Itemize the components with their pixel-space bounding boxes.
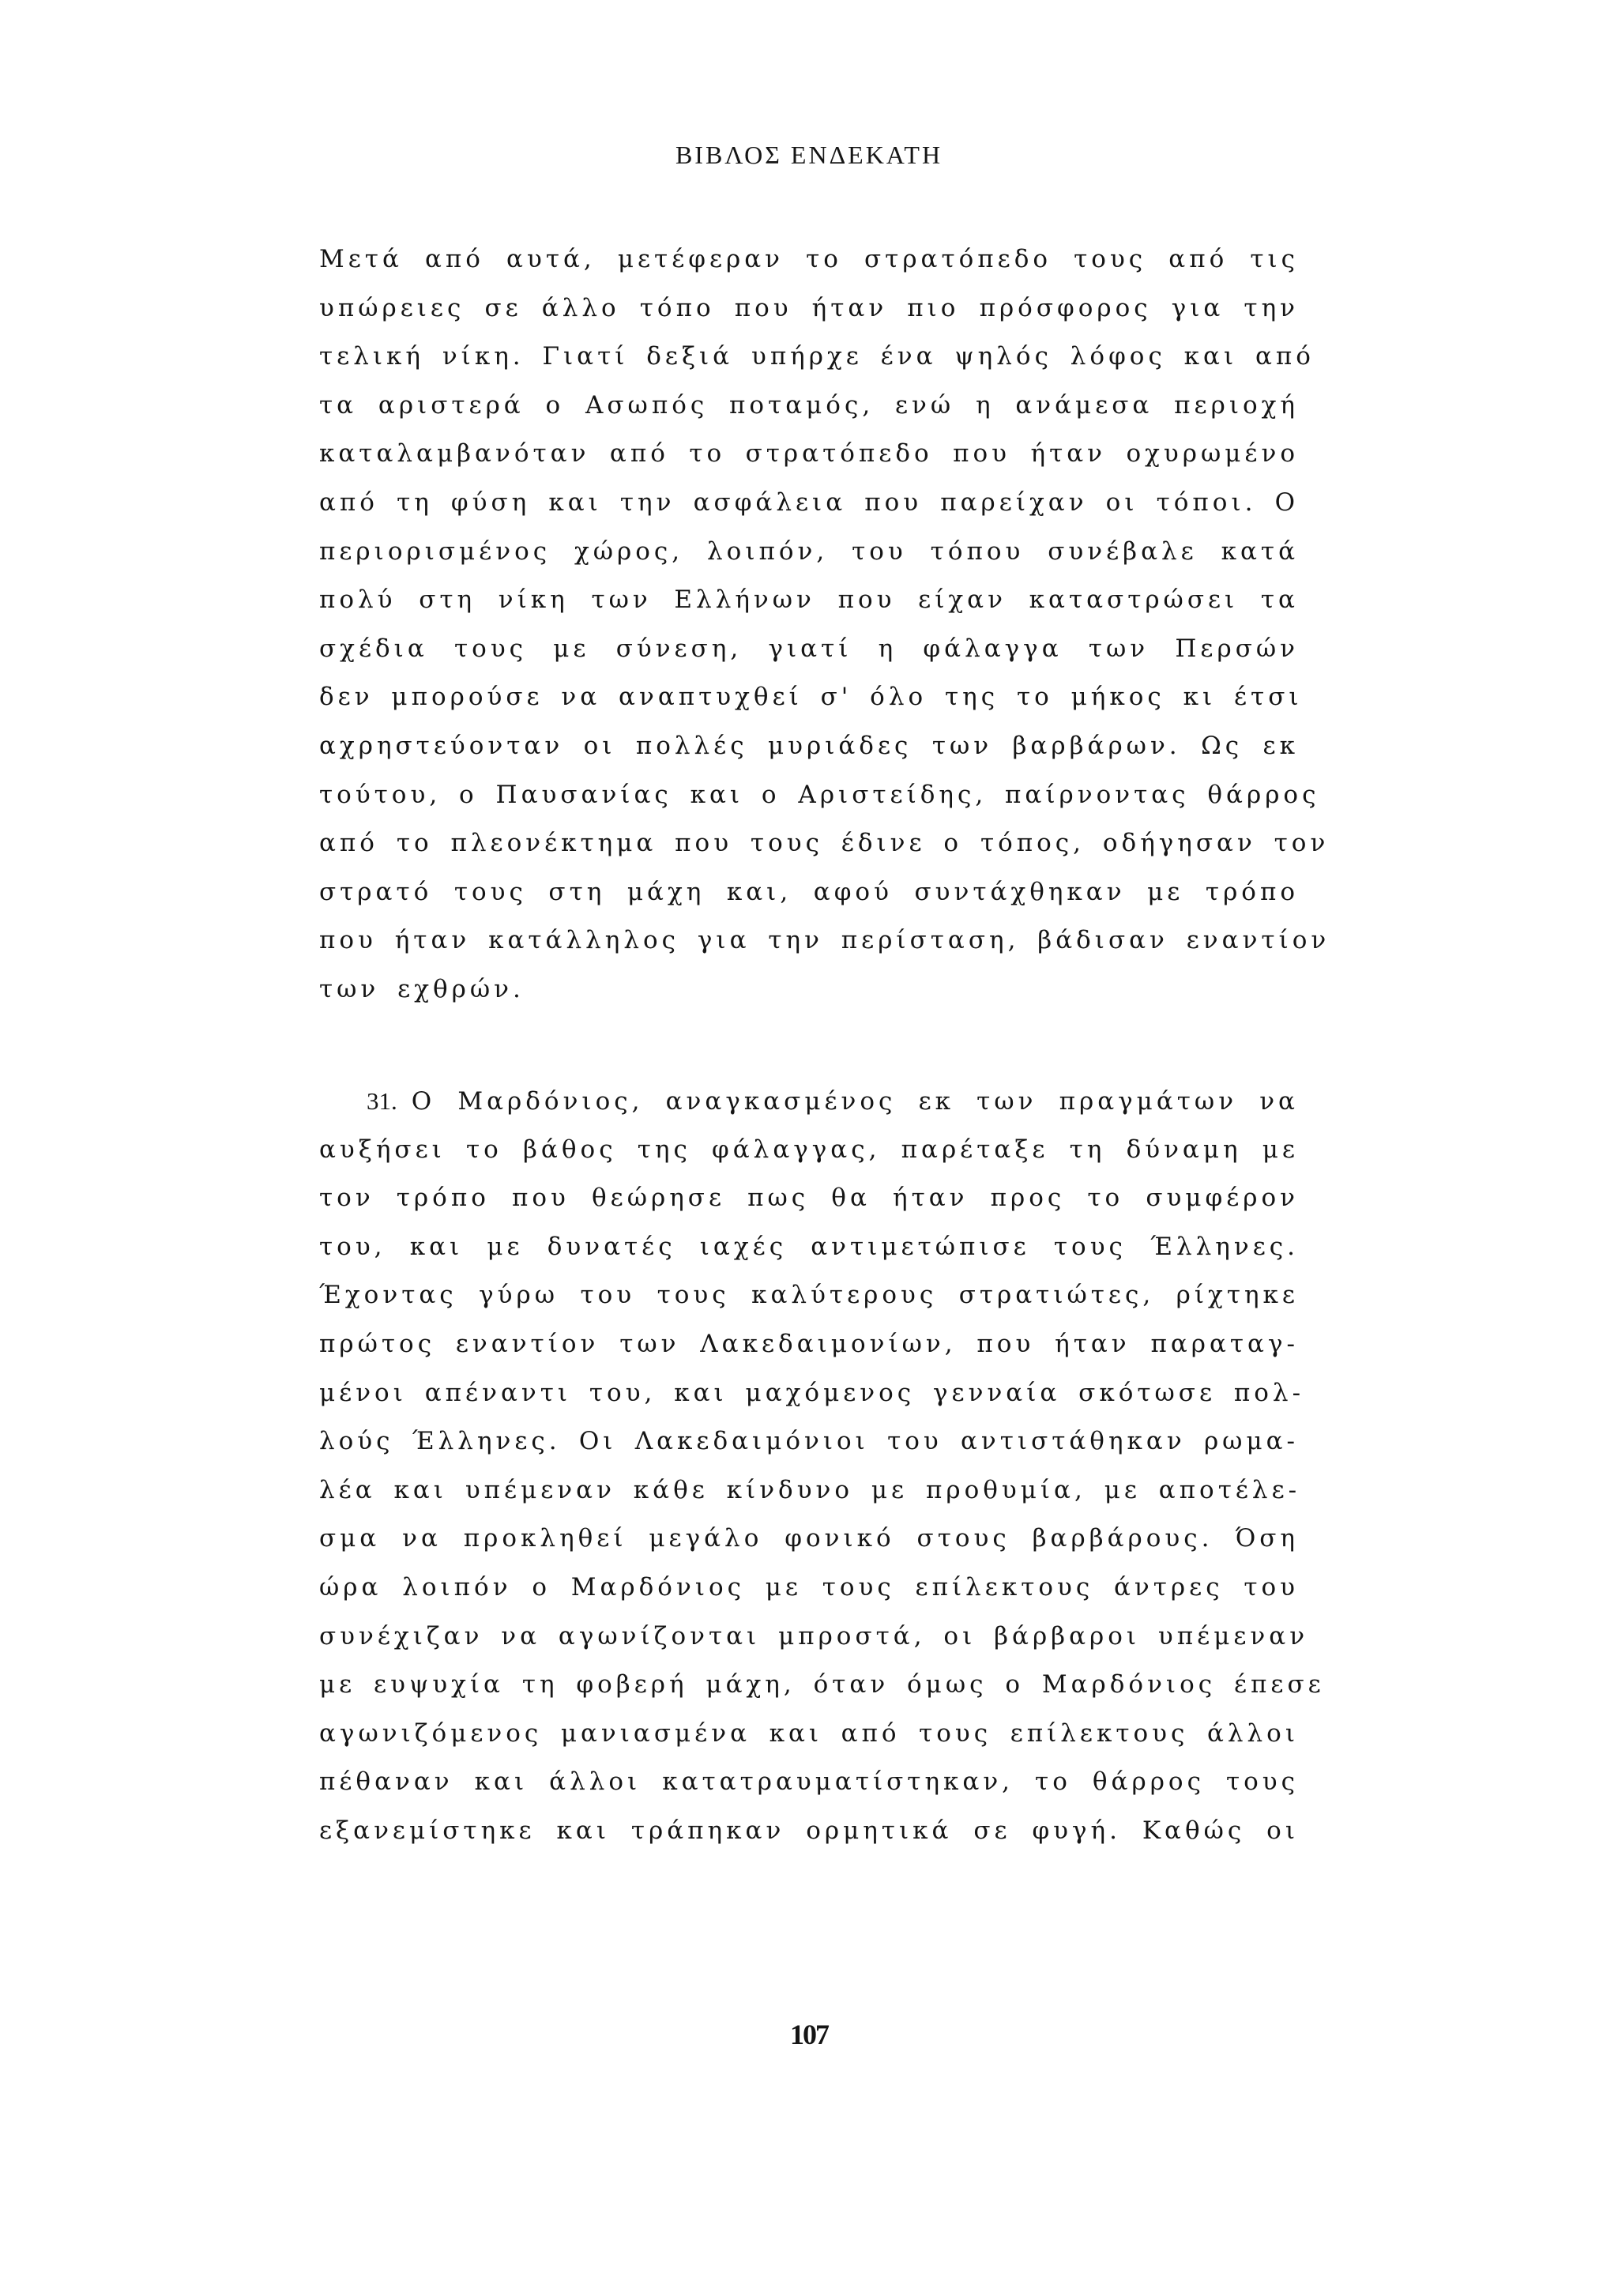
text-line: περιορισμένος χώρος, λοιπόν, του τόπου συνέβαλε κατά xyxy=(319,536,1299,566)
text-line: δεν μπορούσε να αναπτυχθεί σ' όλο της το μήκος κι έτσι xyxy=(319,683,1303,712)
text-line: συνέχιζαν να αγωνίζονται μπροστά, οι βάρβαροι υπέμεναν xyxy=(319,1621,1309,1650)
text-line: λούς Έλληνες. Οι Λακεδαιμόνιοι του αντιστάθηκαν ρωμα- xyxy=(319,1427,1299,1456)
text-line: Έχοντας γύρω του τους καλύτερους στρατιώτες, ρίχτηκε xyxy=(319,1281,1299,1310)
text-line: πέθαναν και άλλοι κατατραυματίστηκαν, το θάρρος τους xyxy=(319,1767,1299,1797)
text-line: πρώτος εναντίον των Λακεδαιμονίων, που ήταν παραταγ- xyxy=(319,1329,1299,1358)
text-line: τελική νίκη. Γιατί δεξιά υπήρχε ένα ψηλός λόφος και από xyxy=(319,342,1315,371)
text-line: τα αριστερά ο Ασωπός ποταμός, ενώ η ανάμεσα περιοχή xyxy=(319,390,1299,420)
page-number: 107 xyxy=(790,2019,828,2050)
text-line: με ευψυχία τη φοβερή μάχη, όταν όμως ο Μαρδόνιος έπεσε xyxy=(319,1670,1325,1699)
text-line: καταλαμβανόταν από το στρατόπεδο που ήταν οχυρωμένο xyxy=(319,439,1299,469)
text-line: σμα να προκληθεί μεγάλο φονικό στους βαρβάρους. Όση xyxy=(319,1524,1299,1553)
paragraph-number: 31. xyxy=(367,1087,397,1115)
text-line: στρατό τους στη μάχη και, αφού συντάχθηκαν με τρόπο xyxy=(319,877,1299,906)
paragraph-1 xyxy=(319,235,1330,1014)
text-line: εξανεμίστηκε και τράπηκαν ορμητικά σε φυγή. Καθώς οι xyxy=(319,1816,1299,1845)
text-line: λέα και υπέμεναν κάθε κίνδυνο με προθυμία, με αποτέλε- xyxy=(319,1475,1301,1504)
text-line-first xyxy=(319,1077,1299,1126)
text-line: από τη φύση και την ασφάλεια που παρείχαν οι τόποι. Ο xyxy=(319,487,1299,517)
text-line: Μετά από αυτά, μετέφεραν το στρατόπεδο τους από τις xyxy=(319,245,1299,273)
text-line: των εχθρών. xyxy=(319,974,525,1003)
text-line: τον τρόπο που θεώρησε πως θα ήταν προς το συμφέρον xyxy=(319,1184,1299,1213)
text-line: που ήταν κατάλληλος για την περίσταση, βάδισαν εναντίον xyxy=(319,926,1330,955)
text-line: του, και με δυνατές ιαχές αντιμετώπισε τους Έλληνες. xyxy=(319,1232,1299,1261)
text-line: υπώρειες σε άλλο τόπο που ήταν πιο πρόσφορος για την xyxy=(319,293,1299,322)
text-line: από το πλεονέκτημα που τους έδινε ο τόπος, οδήγησαν τον xyxy=(319,829,1330,858)
text-line: τούτου, ο Παυσανίας και ο Αριστείδης, παίρνοντας θάρρος xyxy=(319,780,1320,809)
text-line: αγωνιζόμενος μανιασμένα και από τους επίλεκτους άλλοι xyxy=(319,1718,1299,1748)
text-line: ώρα λοιπόν ο Μαρδόνιος με τους επίλεκτους άντρες του xyxy=(319,1572,1299,1602)
text-line: αχρηστεύονταν οι πολλές μυριάδες των βαρβάρων. Ως εκ xyxy=(319,731,1299,760)
text-line: αυξήσει το βάθος της φάλαγγας, παρέταξε τη δύναμη με xyxy=(319,1135,1299,1164)
paragraph-2 xyxy=(319,1077,1325,1856)
running-header: ΒΙΒΛΟΣ ΕΝΔΕΚΑΤΗ xyxy=(675,141,943,169)
text-line: μένοι απέναντι του, και μαχόμενος γενναία σκότωσε πολ- xyxy=(319,1378,1305,1407)
text-line: πολύ στη νίκη των Ελλήνων που είχαν καταστρώσει τα xyxy=(319,585,1299,615)
text-line: σχέδια τους με σύνεση, γιατί η φάλαγγα των Περσών xyxy=(319,634,1299,663)
text-line: Ο Μαρδόνιος, αναγκασμένος εκ των πραγμάτων να xyxy=(411,1087,1299,1116)
